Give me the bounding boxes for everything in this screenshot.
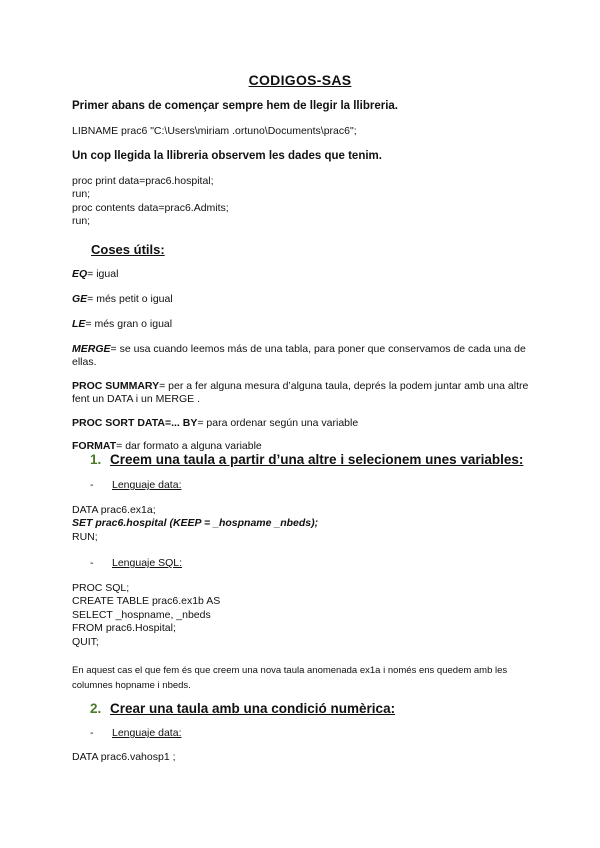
- definition: = per a fer alguna mesura d’alguna taula, deprés la podem juntar amb una altre fent un DATA i un MERGE .: [72, 380, 529, 405]
- intro-heading: Primer abans de començar sempre hem de llegir la llibreria.: [72, 100, 398, 112]
- section-title: Crear una taula amb una condició numèrica:: [110, 701, 396, 716]
- definition: = igual: [87, 268, 119, 280]
- section-2-data-subheading: [72, 727, 181, 739]
- bullet: -: [90, 727, 94, 739]
- code-line: run;: [72, 188, 91, 201]
- section-1-heading: [90, 452, 523, 467]
- keyword: FORMAT: [72, 440, 117, 452]
- keyword: PROC SORT DATA=... BY: [72, 417, 198, 429]
- code-line: PROC SQL;: [72, 582, 130, 594]
- definition: = para ordenar según una variable: [197, 417, 359, 429]
- keyword: GE: [72, 293, 88, 305]
- keyword: MERGE: [72, 343, 111, 355]
- section-title: Creem una taula a partir d’una altre i selecionem unes variables:: [110, 452, 524, 467]
- observe-heading: Un cop llegida la llibreria observem les dades que tenim.: [72, 150, 382, 162]
- code-line: DATA prac6.ex1a;: [72, 504, 156, 516]
- keyword: EQ: [72, 268, 88, 280]
- section-1-data-code: [72, 504, 318, 544]
- section-2-heading: [90, 701, 395, 716]
- useful-item-ge: [72, 293, 173, 306]
- section-number: 2.: [90, 701, 102, 716]
- useful-heading: Coses útils:: [91, 242, 165, 257]
- keyword: PROC SUMMARY: [72, 380, 160, 392]
- bullet: -: [90, 479, 94, 491]
- keyword: LE: [72, 318, 86, 330]
- code-line: SET prac6.hospital (KEEP = _hospname _nbeds);: [72, 517, 319, 530]
- section-1-sql-subheading: [72, 557, 182, 569]
- code-line: FROM prac6.Hospital;: [72, 622, 176, 635]
- bullet: -: [90, 557, 94, 569]
- subheading-label: Lenguaje data:: [112, 727, 182, 739]
- page-title: CODIGOS-SAS: [248, 72, 352, 88]
- code-line: run;: [72, 215, 91, 228]
- definition: = se usa cuando leemos más de una tabla, para poner que conservamos de cada una de ellas.: [72, 343, 526, 368]
- observe-code-block: [72, 175, 229, 229]
- code-line: QUIT;: [72, 635, 99, 648]
- code-line: RUN;: [72, 530, 98, 543]
- code-line: CREATE TABLE prac6.ex1b AS: [72, 595, 221, 608]
- code-line: DATA prac6.vahosp1 ;: [72, 751, 176, 763]
- section-1-data-subheading: [72, 479, 181, 491]
- useful-item-le: [72, 318, 172, 331]
- subheading-label: Lenguaje SQL:: [112, 557, 183, 569]
- code-line: proc contents data=prac6.Admits;: [72, 201, 229, 214]
- subheading-label: Lenguaje data:: [112, 479, 182, 491]
- section-number: 1.: [90, 452, 102, 467]
- code-line: SELECT _hospname, _nbeds: [72, 608, 211, 621]
- code-line: proc print data=prac6.hospital;: [72, 175, 214, 187]
- useful-item-eq: [72, 268, 118, 281]
- section-1-note: En aquest cas el que fem és que creem una nova taula anomenada ex1a i només ens quedem amb les columnes hopname i nbeds.: [72, 665, 508, 691]
- definition: = més gran o igual: [85, 318, 173, 330]
- proc-item-summary: [72, 380, 532, 406]
- proc-item-sort: [72, 417, 358, 430]
- section-2-data-code: [72, 751, 176, 764]
- definition: = més petit o igual: [87, 293, 173, 305]
- libname-line: LIBNAME prac6 "C:\Users\miriam .ortuno\Documents\prac6";: [72, 125, 357, 137]
- useful-item-merge: [72, 343, 532, 369]
- definition: = dar formato a alguna variable: [116, 440, 262, 452]
- section-1-sql-code: [72, 582, 220, 649]
